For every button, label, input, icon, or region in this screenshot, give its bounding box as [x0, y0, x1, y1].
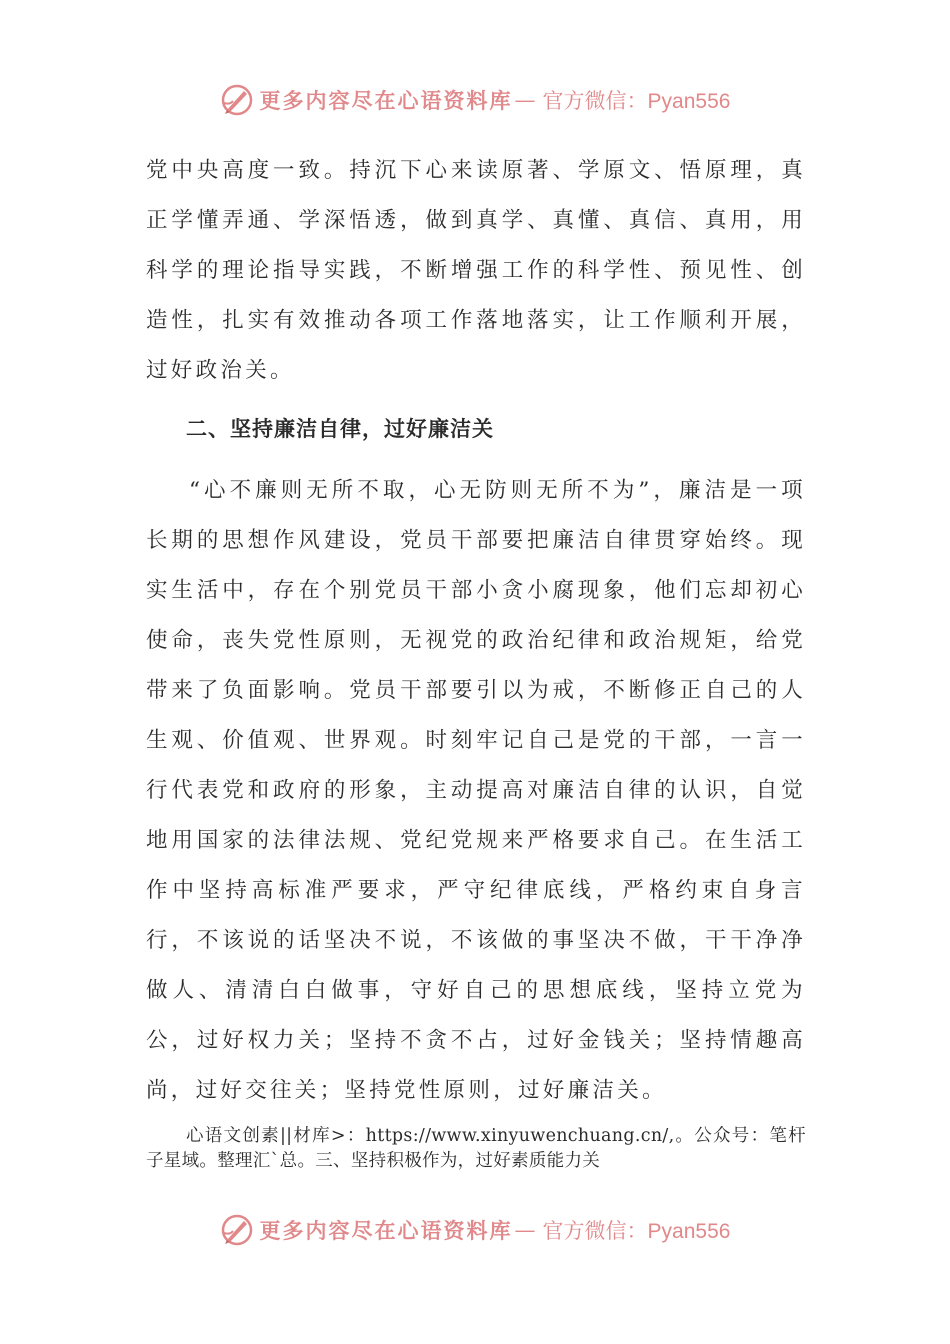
banner-wechat-text: 官方微信：Pyan556: [542, 1220, 731, 1243]
paragraph-main: “心不廉则无所不取，心无防则无所不为”，廉洁是一项长期的思想作风建设，党员干部要把廉洁自律贯穿始终。现实生活中，存在个别党员干部小贪小腐现象，他们忘却初心使命，丧失党性原则，无视党的政治纪律和政治规矩，给党带来了负面影响。党员干部要引以为戒，不断修正自己的人生观、价值观、世界观。时刻牢记自己是党的干部，一言一行代表党和政府的形象，主动提高对廉洁自律的认识，自觉地用国家的法律法规、党纪党规来严格要求自己。在生活工作中坚持高标准严要求，严守纪律底线，严格约束自身言行，不该说的话坚决不说，不该做的事坚决不做，干干净净做人、清清白白做事，守好自己的思想底线，坚持立党为公，过好权力关；坚持不贪不占，过好金钱关；坚持情趣高尚，过好交往关；坚持党性原则，过好廉洁关。: [146, 478, 806, 1103]
banner-wechat-text: 官方微信：Pyan556: [542, 90, 731, 113]
pen-in-circle-icon: [220, 83, 254, 117]
pen-in-circle-icon: [220, 1213, 254, 1247]
banner-separator: —: [514, 88, 537, 112]
document-body: [146, 146, 806, 1174]
source-note: 心语文创素||材库>：https://www.xinyuwenchuang.cn/,。公众号：笔杆子星域。整理汇`总。三、坚持积极作为，过好素质能力关: [146, 1126, 806, 1171]
section-heading: 二、坚持廉洁自律，过好廉洁关: [186, 417, 494, 441]
banner-separator: —: [514, 1218, 537, 1242]
paragraph-continued: 党中央高度一致。持沉下心来读原著、学原文、悟原理，真正学懂弄通、学深悟透，做到真学、真懂、真信、真用，用科学的理论指导实践，不断增强工作的科学性、预见性、创造性，扎实有效推动各项工作落地落实，让工作顺利开展，过好政治关。: [146, 158, 806, 383]
footer-banner: [0, 1210, 950, 1250]
header-banner: [0, 80, 950, 120]
banner-main-text: 更多内容尽在心语资料库: [259, 1218, 513, 1243]
banner-main-text: 更多内容尽在心语资料库: [259, 88, 513, 113]
